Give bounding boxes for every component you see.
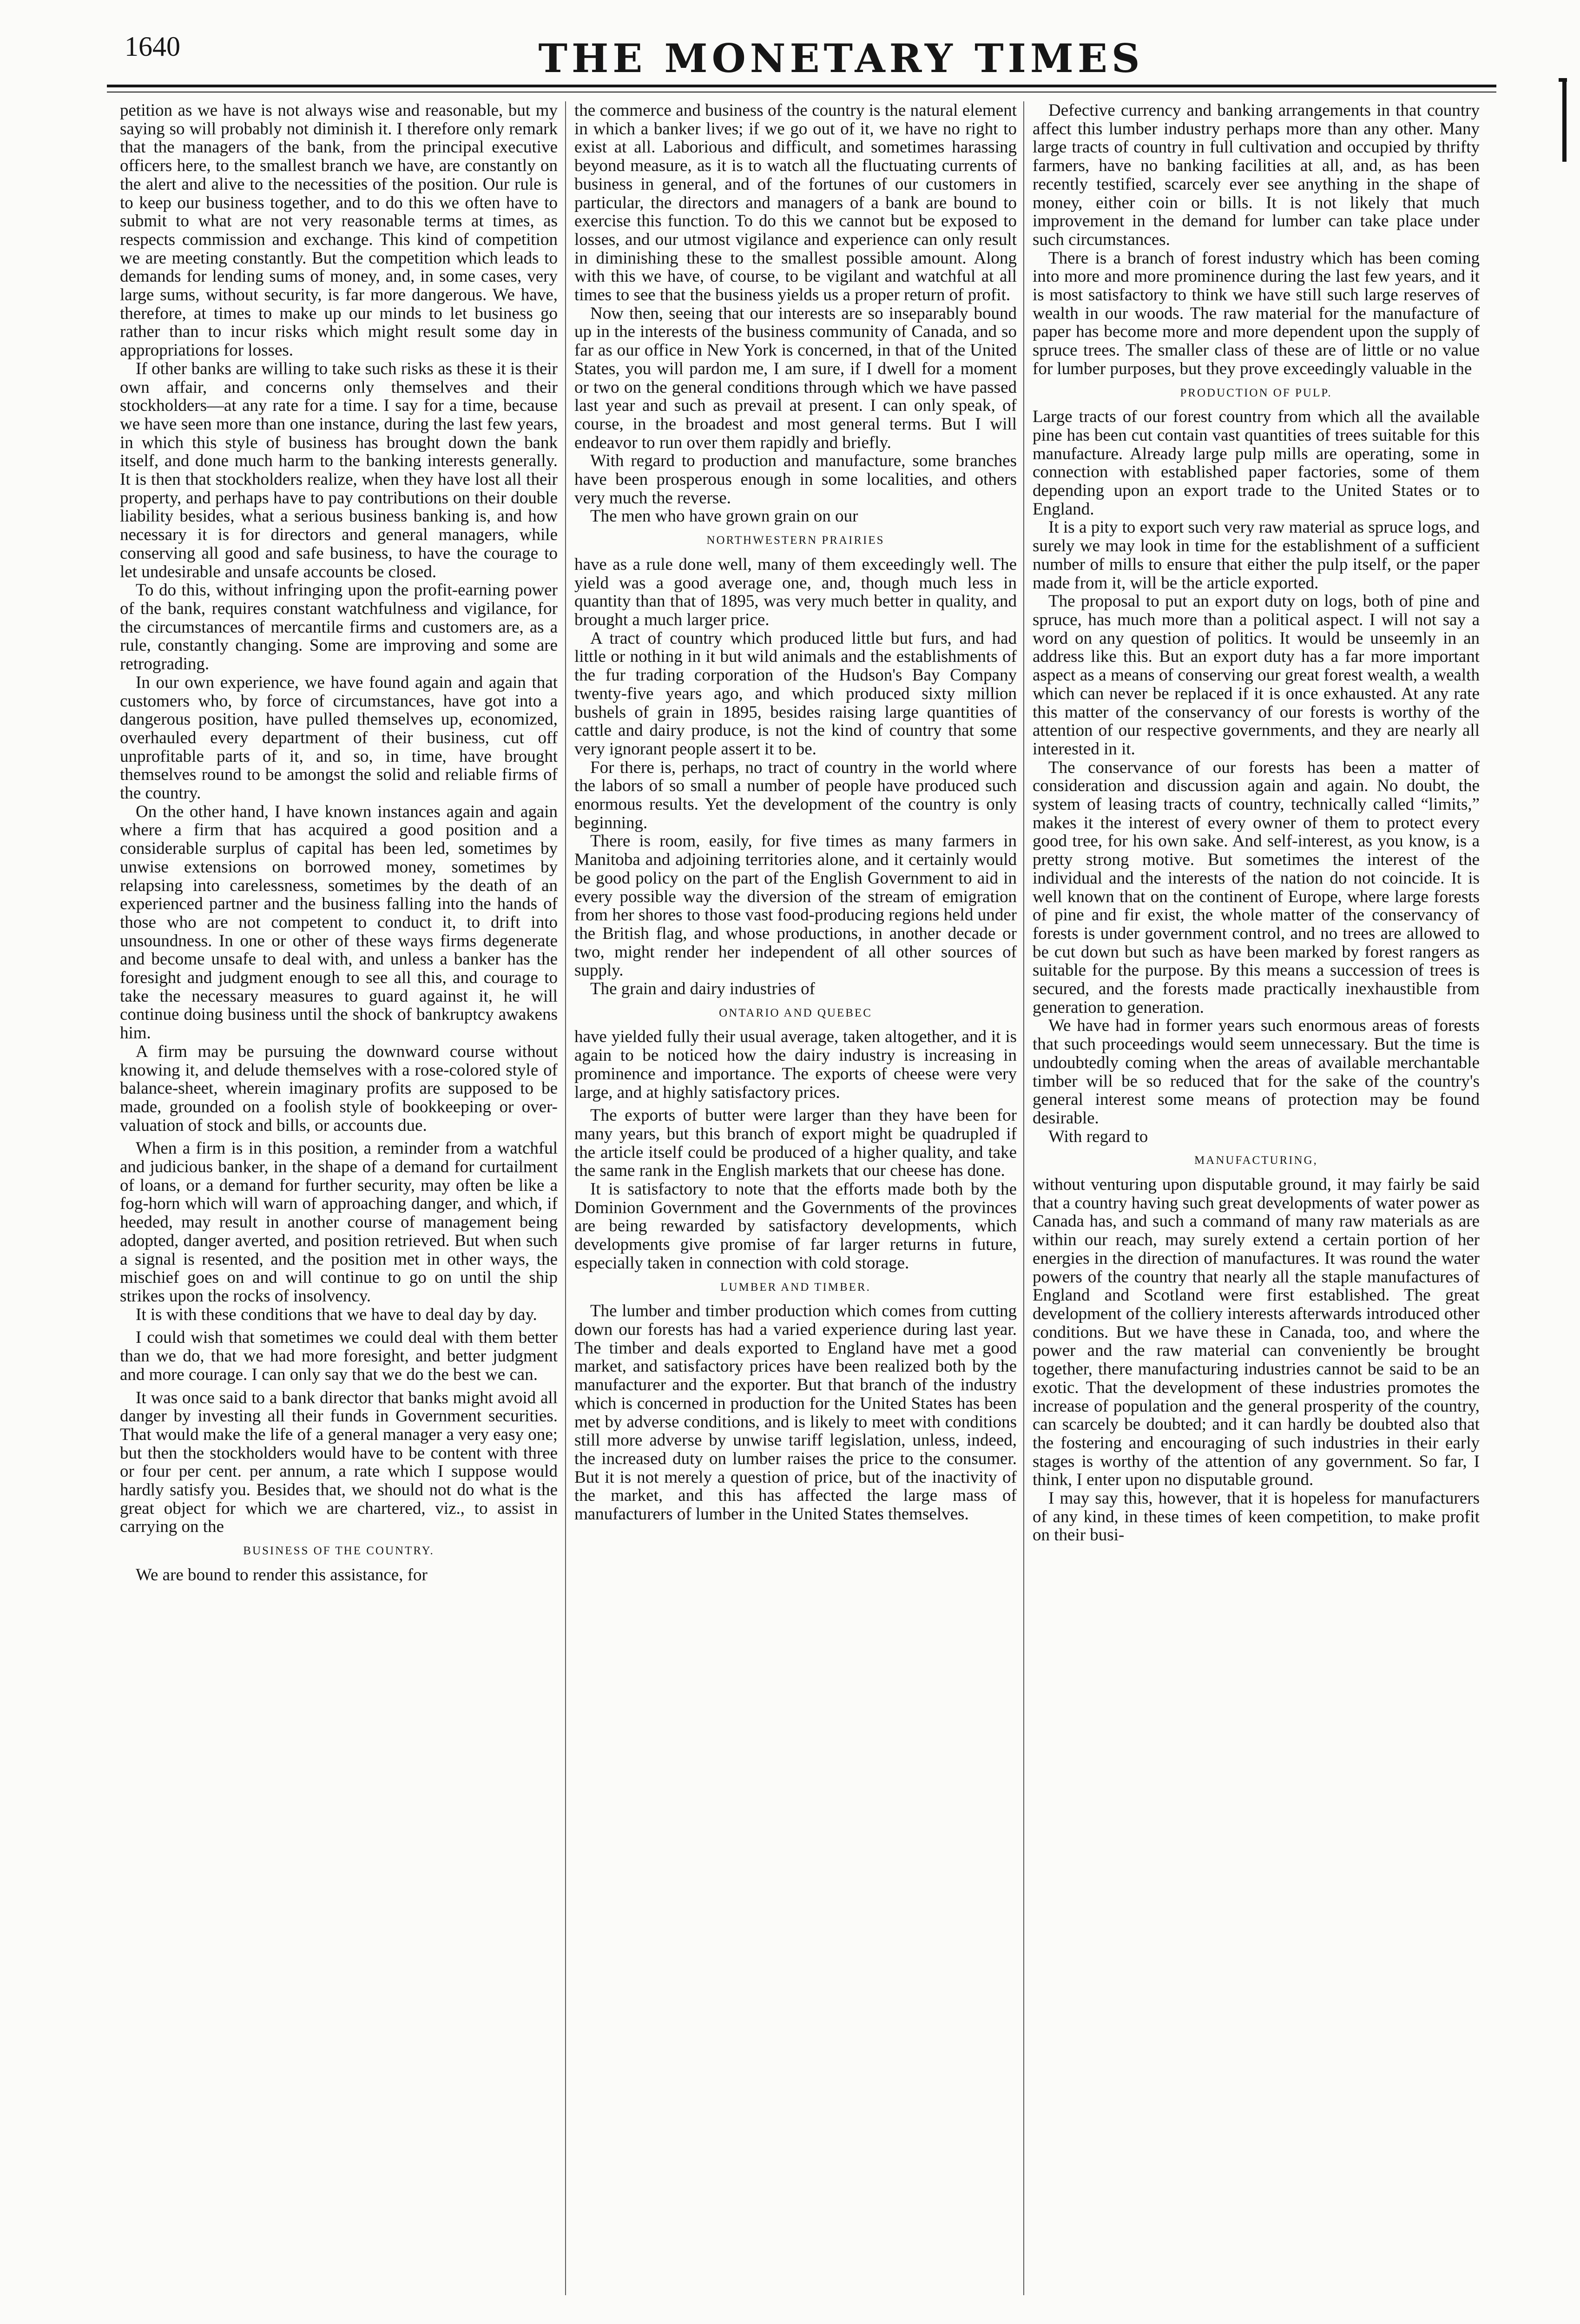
article-paragraph: We are bound to render this assistance, for — [136, 1565, 428, 1585]
section-heading: MANUFACTURING, — [1194, 1154, 1318, 1167]
article-paragraph: The exports of butter were larger than they have been for many years, but this branch of export might be quadrupled if the article itself could be produced of a higher quality, and take the same rank in the English markets that our cheese has done. — [574, 1106, 1017, 1181]
article-paragraph: Large tracts of our forest country from which all the available pine has been cut contain vast quantities of trees suitable for this manufacture. Already large pulp mills are operating, some in connection with established paper factories, some of them depending upon an export trade to the United States or to England. — [1033, 407, 1480, 519]
column-1 — [120, 101, 558, 2295]
article-paragraph: There is room, easily, for five times as many farmers in Manitoba and adjoining territories alone, and it certainly would be good policy on the part of the English Government to aid in every possible way the diversion of the stream of emigration from her shores to those vast food-producing regions held under the British flag, and whose productions, in another decade or two, might render her independent of all other sources of supply. — [574, 832, 1017, 980]
article-paragraph: For there is, perhaps, no tract of country in the world where the labors of so small a number of people have produced such enormous results. Yet the development of the country is only beginning. — [574, 758, 1017, 832]
article-paragraph: The lumber and timber production which comes from cutting down our forests has had a varied experience during last year. The timber and deals exported to England have met a good market, and satisfactory prices have been realized both by the manufacturer and the exporter. But that branch of the industry which is concerned in production for the United States has been met by adverse conditions, and is likely to meet with conditions still more adverse by unwise tariff legislation, unless, indeed, the increased duty on lumber raises the price to the consumer. But it is not merely a question of price, but of the inactivity of the market, and this has affected the large mass of manufacturers of lumber in the United States themselves. — [574, 1301, 1017, 1524]
section-heading: PRODUCTION OF PULP. — [1180, 386, 1332, 399]
article-paragraph: I may say this, however, that it is hopeless for manufacturers of any kind, in these times of keen competition, to make profit on their busi- — [1033, 1489, 1480, 1545]
section-heading: LUMBER AND TIMBER. — [720, 1281, 871, 1294]
article-paragraph: have as a rule done well, many of them exceedingly well. The yield was a good average one, and, though much less in quantity than that of 1895, was very much better in quality, and brought a much larger price. — [574, 555, 1017, 629]
article-paragraph: To do this, without infringing upon the profit-earning power of the bank, requires constant watchfulness and vigilance, for the circumstances of mercantile firms and customers are, as a rule, constantly changing. Some are improving and some are retrograding. — [120, 581, 558, 674]
column-2 — [574, 101, 1017, 2295]
section-heading: ONTARIO AND QUEBEC — [719, 1006, 872, 1019]
article-paragraph: the commerce and business of the country is the natural element in which a banker lives; if we go out of it, we have no right to exist at all. Laborious and difficult, and sometimes harassing beyond measure, as it is to watch all the fluctuating currents of business in general, and of the fortunes of our customers in particular, the directors and managers of a bank are bound to exercise this function. To do this we cannot but be exposed to losses, and our utmost vigilance and experience can only result in diminishing these to the smallest possible amount. Along with this we have, of course, to be vigilant and watchful at all times to see that the business yields us a proper return of profit. — [574, 101, 1017, 305]
section-heading: BUSINESS OF THE COUNTRY. — [243, 1545, 434, 1558]
article-paragraph: I could wish that sometimes we could deal with them better than we do, that we had more foresight, and better judgment and more courage. I can only say that we do the best we can. — [120, 1328, 558, 1384]
article-paragraph: With regard to — [1048, 1127, 1148, 1146]
article-paragraph: When a firm is in this position, a reminder from a watchful and judicious banker, in the shape of a demand for curtailment of loans, or a demand for further security, may often be like a fog-horn which will warn of approaching danger, and which, if heeded, may result in another course of management being adopted, danger averted, and position retrieved. But when such a signal is resented, and the position met in other ways, the mischief goes on and will continue to go on until the ship strikes upon the rocks of insolvency. — [120, 1139, 558, 1306]
article-paragraph: With regard to production and manufacture, some branches have been prosperous enough in some localities, and others very much the reverse. — [574, 451, 1017, 508]
article-paragraph: It is satisfactory to note that the efforts made both by the Dominion Government and the Governments of the provinces are being rewarded by satisfactory developments, which developments give promise of far larger returns in future, especially taken in connection with cold storage. — [574, 1180, 1017, 1273]
column-3 — [1033, 101, 1480, 2295]
article-paragraph: It is a pity to export such very raw material as spruce logs, and surely we may look in time for the establishment of a sufficient number of mills to ensure that either the pulp itself, or the paper made from it, will be the article exported. — [1033, 518, 1480, 593]
column-divider — [1023, 101, 1024, 2295]
article-paragraph: If other banks are willing to take such risks as these it is their own affair, and concerns only themselves and their stockholders—at any rate for a time. I say for a time, because we have seen more than one instance, during the last few years, in which this style of business has brought down the bank itself, and done much harm to the banking interests generally. It is then that stockholders realize, when they have lost all their property, and perhaps have to pay contributions on their double liability besides, what a serious business banking is, and how necessary it is for directors and general managers, while conserving all good and safe business, to have the courage to let undesirable and unsafe accounts be closed. — [120, 359, 558, 581]
article-paragraph: The conservance of our forests has been a matter of consideration and discussion again and again. No doubt, the system of leasing tracts of country, technically called “limits,” makes it the interest of every owner of them to protect every good tree, for his own sake. And self-interest, as you know, is a pretty strong motive. But sometimes the interest of the individual and the interests of the nation do not coincide. It is well known that on the continent of Europe, where large forests of pine and fir exist, the whole matter of the conservancy of forests is under government control, and no trees are allowed to be cut down but such as have been marked by forest rangers as suitable for the purpose. By this means a succession of trees is secured, and the forests made practically inexhaustible from generation to generation. — [1033, 758, 1480, 1017]
article-paragraph: It is with these conditions that we have to deal day by day. — [136, 1305, 537, 1324]
article-paragraph: A tract of country which produced little but furs, and had little or nothing in it but wild animals and the establishments of the fur trading corporation of the Hudson's Bay Company twenty-five years ago, and which produced sixty million bushels of grain in 1895, besides raising large quantities of cattle and dairy produce, is not the kind of country that some very ignorant people assert it to be. — [574, 628, 1017, 759]
article-paragraph: A firm may be pursuing the downward course without knowing it, and delude themselves with a rose-colored style of balance-sheet, wherein imaginary profits are supposed to be made, grounded on a foolish style of bookkeeping or over-valuation of stock and bills, or accounts due. — [120, 1042, 558, 1135]
article-paragraph: without venturing upon disputable ground, it may fairly be said that a country having such great developments of water power as Canada has, and such a command of many raw materials as are within our reach, may surely extend a certain portion of her energies in the direction of manufactures. It was round the water powers of the country that nearly all the staple manufactures of England and Scotland were first established. The great development of the colliery interests afterwards introduced other conditions. But we have these in Canada, too, and where the power and the raw material can conveniently be brought together, there manufacturing industries cannot be said to be an exotic. That the development of these industries promotes the increase of population and the general prosperity of the country, can scarcely be doubted; and it can hardly be doubted also that the fostering and encouraging of such industries in their early stages is worthy of the attention of any government. So far, I think, I enter upon no disputable ground. — [1033, 1175, 1480, 1490]
article-paragraph: The proposal to put an export duty on logs, both of pine and spruce, has much more than a political aspect. I will not say a word on any question of politics. It would be unseemly in an address like this. But an export duty has a far more important aspect as a means of conserving our great forest wealth, a wealth which can never be replaced if it is once exhausted. At any rate this matter of the conservancy of our forests is worthy of the attention of our respective governments, and they are nearly all interested in it. — [1033, 592, 1480, 759]
article-paragraph: Now then, seeing that our interests are so inseparably bound up in the interests of the business community of Canada, and so far as our office in New York is concerned, in that of the United States, you will pardon me, I am sure, if I dwell for a moment or two on the general conditions through which we have passed last year and such as prevail at present. I can only speak, of course, in the broadest and most general terms. But I will endeavor to run over them rapidly and briefly. — [574, 304, 1017, 452]
article-paragraph: Defective currency and banking arrangements in that country affect this lumber industry perhaps more than any other. Many large tracts of country in full cultivation and occupied by thrifty farmers, have no banking facilities at all, and, as has been recently testified, scarcely ever see anything in the shape of money, either coin or bills. It is not likely that much improvement in the demand for lumber can take place under such circumstances. — [1033, 101, 1480, 249]
margin-bracket — [1562, 79, 1567, 162]
header-rule — [107, 85, 1496, 87]
article-paragraph: The grain and dairy industries of — [590, 979, 815, 999]
article-paragraph: The men who have grown grain on our — [590, 507, 858, 526]
page-number: 1640 — [125, 31, 180, 62]
article-paragraph: There is a branch of forest industry which has been coming into more and more prominence during the last few years, and it is most satisfactory to think we have still such large reserves of wealth in our woods. The raw material for the manufacture of paper has become more and more dependent upon the supply of spruce trees. The smaller class of these are of little or no value for lumber purposes, but they prove exceedingly valuable in the — [1033, 248, 1480, 378]
article-paragraph: have yielded fully their usual average, taken altogether, and it is again to be noticed how the dairy industry is increasing in prominence and importance. The exports of cheese were very large, and at highly satisfactory prices. — [574, 1027, 1017, 1102]
section-heading: NORTHWESTERN PRAIRIES — [706, 534, 885, 547]
article-paragraph: petition as we have is not always wise and reasonable, but my saying so will probably not diminish it. I therefore only remark that the managers of the bank, from the principal executive officers here, to the smallest branch we have, are constantly on the alert and alive to the necessities of the position. Our rule is to keep our business together, and to do this we often have to submit to what are not very reasonable terms at times, as respects commission and exchange. This kind of competition we are meeting constantly. But the competition which leads to demands for lending sums of money, and, in some cases, very large sums, without security, is far more dangerous. We have, therefore, at times to make up our minds to let business go rather than to incur risks which might result some day in appropriations for losses. — [120, 101, 558, 360]
column-divider — [565, 101, 566, 2295]
masthead-title: THE MONETARY TIMES — [538, 35, 1144, 81]
article-paragraph: On the other hand, I have known instances again and again where a firm that has acquired a good position and a considerable surplus of capital has been led, sometimes by unwise extensions on borrowed money, sometimes by relapsing into carelessness, sometimes by the death of an experienced partner and the business falling into the hands of those who are not competent to conduct it, to drift into unsoundness. In one or other of these ways firms degenerate and become unsafe to deal with, and unless a banker has the foresight and judgment enough to see all this, and courage to take the necessary measures to guard against it, he will continue doing business until the shock of bankruptcy awakens him. — [120, 802, 558, 1043]
article-paragraph: It was once said to a bank director that banks might avoid all danger by investing all their funds in Government securities. That would make the life of a general manager a very easy one; but then the stockholders would have to be content with three or four per cent. per annum, a rate which I suppose would hardly satisfy you. Besides that, we should not do what is the great object for which we are chartered, viz., to assist in carrying on the — [120, 1388, 558, 1537]
article-paragraph: We have had in former years such enormous areas of forests that such proceedings would seem unnecessary. But the time is undoubtedly coming when the areas of available merchantable timber will be so reduced that for the sake of the country's general interest some means of protection may be found desirable. — [1033, 1016, 1480, 1128]
article-paragraph: In our own experience, we have found again and again that customers who, by force of circumstances, have got into a dangerous position, have pulled themselves up, economized, overhauled every department of their business, cut off unprofitable parts of it, and so, in time, have brought themselves round to be amongst the solid and reliable firms of the country. — [120, 673, 558, 803]
